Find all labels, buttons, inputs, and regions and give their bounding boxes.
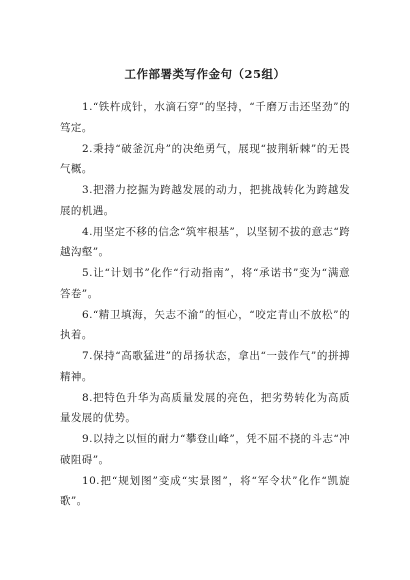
list-item: 2.秉持“破釜沉舟”的决绝勇气，展现“披荆斩棘”的无畏气概。: [60, 142, 350, 175]
list-item: 4.用坚定不移的信念“筑牢根基”，以坚韧不拔的意志“跨越沟壑”。: [60, 225, 350, 258]
list-item: 8.把特色升华为高质量发展的亮色，把劣势转化为高质量发展的优势。: [60, 391, 350, 424]
list-item: 3.把潜力挖掘为跨越发展的动力，把挑战转化为跨越发展的机遇。: [60, 184, 350, 217]
list-item: 5.让“计划书”化作“行动指南”，将“承诺书”变为“满意答卷”。: [60, 267, 350, 300]
list-item: 9.以持之以恒的耐力“攀登山峰”，凭不屈不挠的斗志“冲破阻碍”。: [60, 433, 350, 466]
list-item: 10.把“规划图”变成“实景图”，将“军令状”化作“凯旋歌”。: [60, 474, 350, 507]
list-item: 6.“精卫填海，矢志不渝”的恒心，“咬定青山不放松”的执着。: [60, 308, 350, 341]
list-item: 7.保持“高歌猛进”的昂扬状态，拿出“一鼓作气”的拼搏精神。: [60, 350, 350, 383]
document-title: 工作部署类写作金句（25组）: [124, 67, 286, 81]
sentence-list: [60, 97, 350, 512]
list-item: 1.“铁杵成针，水滴石穿”的坚持，“千磨万击还坚劲”的笃定。: [60, 101, 350, 134]
